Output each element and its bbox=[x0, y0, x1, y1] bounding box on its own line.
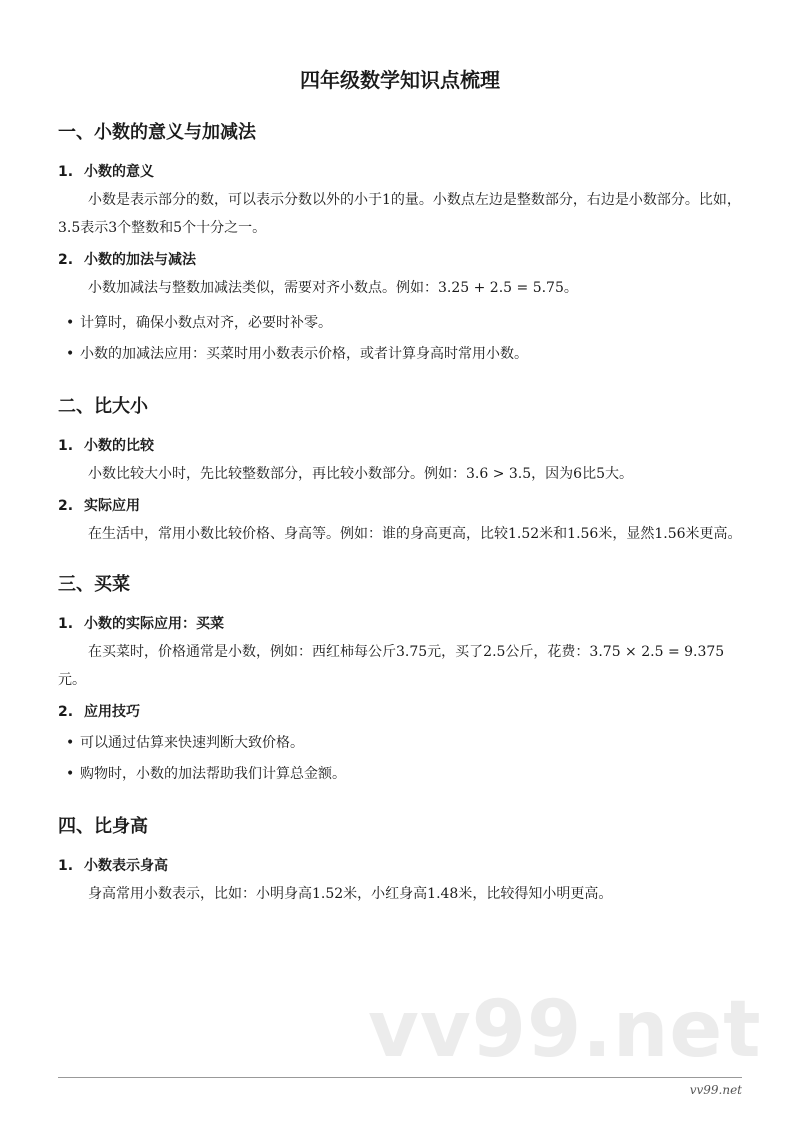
paragraph: 小数是表示部分的数，可以表示分数以外的小于1的量。小数点左边是整数部分，右边是小数部分。比如，3.5表示3个整数和5个十分之一。 bbox=[58, 192, 741, 236]
list-item bbox=[58, 308, 748, 339]
subsection-label: 小数的比较 bbox=[84, 438, 154, 454]
bullet-icon: • bbox=[66, 315, 75, 331]
paragraph: 在买菜时，价格通常是小数，例如：西红柿每公斤3.75元，买了2.5公斤，花费：3.75 × 2.5 = 9.375元。 bbox=[58, 644, 725, 688]
section-title: 四、比身高 bbox=[58, 816, 148, 837]
section-decimal-meaning bbox=[58, 118, 748, 370]
watermark: vv99.net bbox=[368, 985, 762, 1075]
section-title: 一、小数的意义与加减法 bbox=[58, 122, 256, 143]
subsection-title bbox=[58, 854, 748, 878]
section-compare-height bbox=[58, 812, 748, 908]
subsection-title bbox=[58, 248, 748, 272]
bullet-icon: • bbox=[66, 766, 75, 782]
list-item-text: 小数的加减法应用：买菜时用小数表示价格，或者计算身高时常用小数。 bbox=[80, 346, 528, 362]
subsection-label: 小数的加法与减法 bbox=[84, 252, 196, 268]
footer-divider bbox=[58, 1077, 742, 1078]
footer-site-label: vv99.net bbox=[689, 1083, 742, 1097]
subsection-number: 2. bbox=[58, 252, 74, 268]
subsection-number: 1. bbox=[58, 616, 74, 632]
subsection-title bbox=[58, 434, 748, 458]
paragraph: 在生活中，常用小数比较价格、身高等。例如：谁的身高更高，比较1.52米和1.56米，显然1.56米更高。 bbox=[88, 526, 742, 542]
subsection-label: 小数的意义 bbox=[84, 164, 154, 180]
subsection-number: 2. bbox=[58, 498, 74, 514]
list-item bbox=[58, 339, 748, 370]
section-title: 三、买菜 bbox=[58, 574, 130, 595]
list-item-text: 购物时，小数的加法帮助我们计算总金额。 bbox=[80, 766, 346, 782]
page-title: 四年级数学知识点梳理 bbox=[300, 68, 500, 92]
subsection-title bbox=[58, 700, 748, 724]
subsection-label: 应用技巧 bbox=[84, 704, 140, 720]
section-compare-size bbox=[58, 392, 748, 548]
bullet-icon: • bbox=[66, 346, 75, 362]
bullet-list bbox=[58, 728, 748, 790]
subsection-label: 小数表示身高 bbox=[84, 858, 168, 874]
paragraph: 小数比较大小时，先比较整数部分，再比较小数部分。例如：3.6 > 3.5，因为6比5大。 bbox=[88, 466, 633, 482]
subsection-number: 1. bbox=[58, 164, 74, 180]
list-item-text: 计算时，确保小数点对齐，必要时补零。 bbox=[80, 315, 332, 331]
subsection-number: 2. bbox=[58, 704, 74, 720]
paragraph: 小数加减法与整数加减法类似，需要对齐小数点。例如：3.25 + 2.5 = 5.75。 bbox=[88, 280, 578, 296]
paragraph: 身高常用小数表示，比如：小明身高1.52米，小红身高1.48米，比较得知小明更高。 bbox=[88, 886, 613, 902]
section-title: 二、比大小 bbox=[58, 396, 148, 417]
bullet-list bbox=[58, 308, 748, 370]
subsection-label: 小数的实际应用：买菜 bbox=[84, 616, 224, 632]
subsection-number: 1. bbox=[58, 438, 74, 454]
subsection-number: 1. bbox=[58, 858, 74, 874]
subsection-title bbox=[58, 494, 748, 518]
subsection-title bbox=[58, 612, 748, 636]
document-body bbox=[58, 118, 748, 914]
subsection-title bbox=[58, 160, 748, 184]
section-buying-vegetables bbox=[58, 570, 748, 790]
subsection-label: 实际应用 bbox=[84, 498, 140, 514]
bullet-icon: • bbox=[66, 735, 75, 751]
list-item bbox=[58, 728, 748, 759]
list-item bbox=[58, 759, 748, 790]
list-item-text: 可以通过估算来快速判断大致价格。 bbox=[80, 735, 304, 751]
